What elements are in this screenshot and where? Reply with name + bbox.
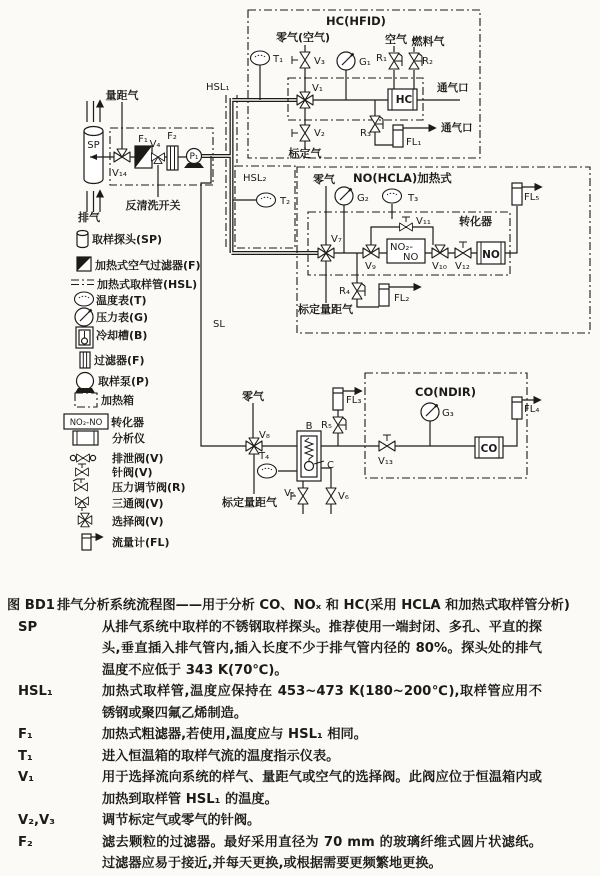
fl3-label: FL₃ bbox=[346, 395, 362, 406]
v5-label: V₅ bbox=[284, 488, 295, 499]
heated-sample-enclosure bbox=[106, 88, 214, 212]
figure-number: 图 BD1 bbox=[7, 598, 55, 613]
note-term: T₁ bbox=[18, 748, 33, 764]
v4-label: V₄ bbox=[149, 139, 161, 150]
valve-v10-threeway bbox=[432, 245, 448, 258]
figure-caption bbox=[0, 595, 600, 617]
r2-label: R₂ bbox=[422, 56, 433, 67]
valve-v1-selector bbox=[297, 92, 313, 108]
t1-label: T₁ bbox=[273, 54, 284, 65]
gauge-g1-icon bbox=[337, 52, 355, 70]
r4-label: R₄ bbox=[339, 286, 350, 297]
valve-v9-threeway bbox=[363, 245, 379, 258]
legend-analyzer bbox=[73, 431, 145, 445]
hc-section-title: HC(HFID) bbox=[326, 14, 386, 28]
f2-label: F₂ bbox=[167, 131, 177, 142]
v2-label: V₂ bbox=[314, 128, 325, 139]
no-cal-span-label: 标定量距气 bbox=[298, 303, 353, 316]
legend-heated-line-label: 加热式取样管(HSL) bbox=[97, 278, 198, 291]
legend-heated-line bbox=[71, 277, 197, 291]
legend-drain-valve bbox=[70, 451, 163, 465]
legend-three-way-label: 三通阀(V) bbox=[112, 497, 164, 510]
backflush-label: 反清洗开关 bbox=[125, 199, 181, 212]
note-v1 bbox=[0, 767, 600, 810]
v11-label: V₁₁ bbox=[416, 216, 431, 227]
flowmeter-fl3-icon bbox=[333, 388, 343, 410]
legend-filter bbox=[80, 352, 145, 368]
legend-needle-valve-label: 针阀(V) bbox=[112, 466, 153, 479]
flowmeter-fl1-icon bbox=[393, 125, 403, 147]
note-f1 bbox=[0, 724, 600, 746]
c-label: C bbox=[327, 460, 334, 471]
legend-thermometer-label: 温度表(T) bbox=[96, 294, 147, 307]
legend-selector-label: 选择阀(V) bbox=[112, 515, 164, 528]
v2-stem bbox=[292, 129, 298, 137]
v14-label: V₁₄ bbox=[112, 168, 127, 179]
no-section-title: NO(HCLA)加热式 bbox=[353, 171, 452, 185]
legend-pump-label: 取样泵(P) bbox=[98, 375, 150, 388]
t4-label: T₄ bbox=[259, 451, 270, 462]
legend-thermometer bbox=[75, 292, 147, 307]
legend-probe bbox=[77, 231, 162, 248]
sp-label: SP bbox=[87, 140, 100, 151]
regulator-r1-icon bbox=[389, 53, 402, 69]
flowmeter-fl4-icon bbox=[512, 397, 522, 419]
r3-label: R₃ bbox=[360, 128, 371, 139]
legend-heating-box bbox=[75, 393, 134, 407]
regulator-r2-icon bbox=[409, 53, 422, 69]
exhaust-flow-arrows-bottom bbox=[87, 191, 100, 212]
g1-label: G₁ bbox=[359, 57, 371, 68]
hsl1-label: HSL₁ bbox=[206, 82, 230, 93]
co-section-title: CO(NDIR) bbox=[415, 385, 477, 399]
valve-v5-needle bbox=[298, 488, 308, 504]
note-term: F₂ bbox=[18, 834, 33, 850]
flowmeter-fl5-icon bbox=[512, 183, 522, 205]
air-label: 空气 bbox=[385, 33, 407, 46]
t2-label: T₂ bbox=[280, 196, 291, 207]
note-hsl1 bbox=[0, 681, 600, 724]
legend bbox=[64, 231, 201, 551]
v12-label: V₁₂ bbox=[455, 261, 470, 272]
co-cal-span-label: 标定量距气 bbox=[222, 496, 277, 509]
fl1-label: FL₁ bbox=[406, 137, 422, 148]
hc-hfid-section bbox=[248, 10, 480, 160]
v10-label: V₁₀ bbox=[432, 261, 447, 272]
r5-label: R₅ bbox=[321, 420, 332, 431]
note-f2 bbox=[0, 832, 600, 875]
legend-selector-valve bbox=[78, 513, 163, 528]
legend-heating-box-label: 加热箱 bbox=[101, 394, 134, 407]
legend-drain-valve-label: 排泄阀(V) bbox=[112, 452, 164, 465]
b-label: B bbox=[305, 421, 313, 432]
legend-heated-filter bbox=[77, 257, 201, 272]
note-desc: 调节标定气或零气的针阀。 bbox=[102, 813, 261, 828]
no2no-line2: NO bbox=[403, 252, 419, 263]
note-term: F₁ bbox=[18, 727, 33, 742]
legend-analyzer-label: 分析仪 bbox=[112, 432, 145, 445]
legend-probe-label: 取样探头(SP) bbox=[92, 233, 163, 246]
converter-label: 转化器 bbox=[459, 215, 492, 228]
legend-cooling-bath bbox=[76, 327, 147, 348]
figure-notes bbox=[0, 590, 600, 875]
legend-pump bbox=[75, 373, 149, 394]
no-analyzer-label: NO bbox=[482, 249, 500, 261]
exhaust-stack bbox=[78, 101, 114, 224]
f1-label: F₁ bbox=[138, 134, 148, 145]
valve-v2-needle bbox=[300, 125, 310, 141]
filter-f2 bbox=[167, 146, 178, 170]
note-term: HSL₁ bbox=[18, 684, 53, 699]
note-desc: 加热式取样管,温度应保持在 453~473 K(180~200℃),取样管应用不锈钢或聚四氟乙烯制造。 bbox=[102, 684, 542, 721]
hsl2-label: HSL₂ bbox=[243, 173, 267, 184]
gauge-g3-icon bbox=[421, 403, 439, 421]
regulator-r4-icon bbox=[352, 283, 365, 299]
cal-gas-label: 标定气 bbox=[288, 147, 322, 160]
co-ndir-section bbox=[221, 373, 540, 514]
valve-v14-selector bbox=[114, 149, 130, 162]
exhaust-label: 排气 bbox=[78, 211, 100, 224]
note-t1 bbox=[0, 746, 600, 768]
span-gas-label: 量距气 bbox=[105, 89, 139, 102]
hc-analyzer-label: HC bbox=[395, 94, 413, 106]
legend-three-way-valve bbox=[76, 496, 164, 511]
v11-stem bbox=[402, 217, 410, 222]
v9-label: V₉ bbox=[365, 261, 376, 272]
fl4-label: FL₄ bbox=[524, 404, 540, 415]
r1-label: R₁ bbox=[376, 53, 387, 64]
co-analyzer-label: CO bbox=[480, 443, 498, 455]
vent-port-2: 通气口 bbox=[441, 122, 473, 134]
valve-v11-icon bbox=[400, 223, 413, 231]
valve-v12-icon bbox=[455, 248, 471, 258]
exhaust-pipe-top bbox=[84, 127, 103, 136]
sl-label: SL bbox=[213, 319, 225, 330]
v6-label: V₆ bbox=[338, 491, 349, 502]
valve-v6-needle bbox=[326, 488, 336, 504]
note-term: SP bbox=[18, 619, 38, 635]
co-zero-gas-label: 零气 bbox=[242, 390, 264, 403]
legend-bath-label: 冷却槽(B) bbox=[96, 329, 148, 342]
thermometer-t3-icon bbox=[383, 189, 402, 203]
note-v2v3 bbox=[0, 810, 600, 832]
no2no-line1: NO₂- bbox=[390, 242, 413, 253]
legend-regulator-label: 压力调节阀(R) bbox=[112, 481, 186, 494]
legend-regulator bbox=[73, 479, 186, 494]
legend-pressure-gauge bbox=[75, 308, 148, 326]
gauge-g2-icon bbox=[335, 187, 353, 205]
legend-converter bbox=[64, 414, 144, 429]
condensate-trap bbox=[305, 462, 314, 471]
note-sp bbox=[0, 617, 600, 682]
note-term: V₂,V₃ bbox=[18, 813, 55, 828]
regulator-r5-icon bbox=[333, 417, 346, 433]
valve-v13-icon bbox=[379, 441, 395, 451]
v13-label: V₁₃ bbox=[378, 456, 393, 467]
vent-port-1: 通气口 bbox=[437, 82, 469, 94]
t3-label: T₃ bbox=[408, 193, 419, 204]
note-term: V₁ bbox=[18, 770, 34, 785]
figure-title: 排气分析系统流程图——用于分析 CO、NOₓ 和 HC(采用 HCLA 和加热式取样管分析) bbox=[57, 598, 570, 613]
note-desc: 加热式粗滤器,若使用,温度应与 HSL₁ 相同。 bbox=[102, 727, 367, 742]
thermometer-t1-icon bbox=[251, 51, 270, 65]
exhaust-flow-arrows-top bbox=[87, 101, 100, 122]
note-desc: 进入恒温箱的取样气流的温度指示仪表。 bbox=[102, 748, 340, 764]
fl5-label: FL₅ bbox=[524, 192, 540, 203]
v7-label: V₇ bbox=[331, 234, 342, 245]
fuel-gas-label: 燃料气 bbox=[411, 35, 445, 48]
note-desc: 从排气系统中取样的不锈钢取样探头。推荐使用一端封闭、多孔、平直的探头,垂直插入排气管内,插入长度不少于排气管内径的 80%。探头处的排气温度不应低于 343 K(70℃)。 bbox=[102, 619, 542, 678]
v13-stem bbox=[383, 435, 391, 441]
valve-v7-selector bbox=[318, 245, 334, 261]
flowmeter-fl2-icon bbox=[379, 284, 389, 306]
legend-heated-filter-label: 加热式空气过滤器(F) bbox=[95, 259, 201, 272]
note-desc: 滤去颗粒的过滤器。最好采用直径为 70 mm 的玻璃纤维式圆片状滤纸。过滤器应易于接近,并每天更换,或根据需要更频繁地更换。 bbox=[102, 834, 542, 871]
thermometer-t4-icon bbox=[258, 464, 277, 478]
fl2-label: FL₂ bbox=[394, 293, 410, 304]
legend-flowmeter-label: 流量计(FL) bbox=[112, 536, 170, 549]
regulator-r3-icon bbox=[370, 116, 383, 132]
v3-stem bbox=[292, 56, 298, 64]
g3-label: G₃ bbox=[442, 408, 454, 419]
no-hcla-section bbox=[297, 167, 590, 333]
legend-needle-valve bbox=[76, 464, 153, 479]
valve-v3-needle bbox=[300, 52, 310, 68]
g2-label: G₂ bbox=[357, 193, 369, 204]
p1-base bbox=[184, 163, 204, 168]
p1-label: P₁ bbox=[189, 152, 199, 162]
v12-stem bbox=[459, 242, 467, 248]
legend-gauge-label: 压力表(G) bbox=[96, 311, 149, 324]
legend-filter-label: 过滤器(F) bbox=[94, 354, 145, 367]
legend-flowmeter bbox=[82, 534, 170, 550]
note-desc: 用于选择流向系统的样气、量距气或空气的选择阀。此阀应位于恒温箱内或加热到取样管 HSL₁ 的温度。 bbox=[102, 770, 542, 807]
v1-label: V₁ bbox=[312, 83, 323, 94]
v8-label: V₈ bbox=[259, 430, 270, 441]
legend-converter-label: 转化器 bbox=[111, 416, 144, 429]
zero-air-label: 零气(空气) bbox=[275, 31, 331, 44]
legend-converter-box-text: NO₂-NO bbox=[69, 418, 103, 428]
v3-label: V₃ bbox=[314, 56, 325, 67]
valve-v4-threeway bbox=[151, 153, 164, 164]
thermometer-t2-icon bbox=[257, 193, 276, 207]
no-zero-gas-label: 零气 bbox=[313, 173, 335, 186]
